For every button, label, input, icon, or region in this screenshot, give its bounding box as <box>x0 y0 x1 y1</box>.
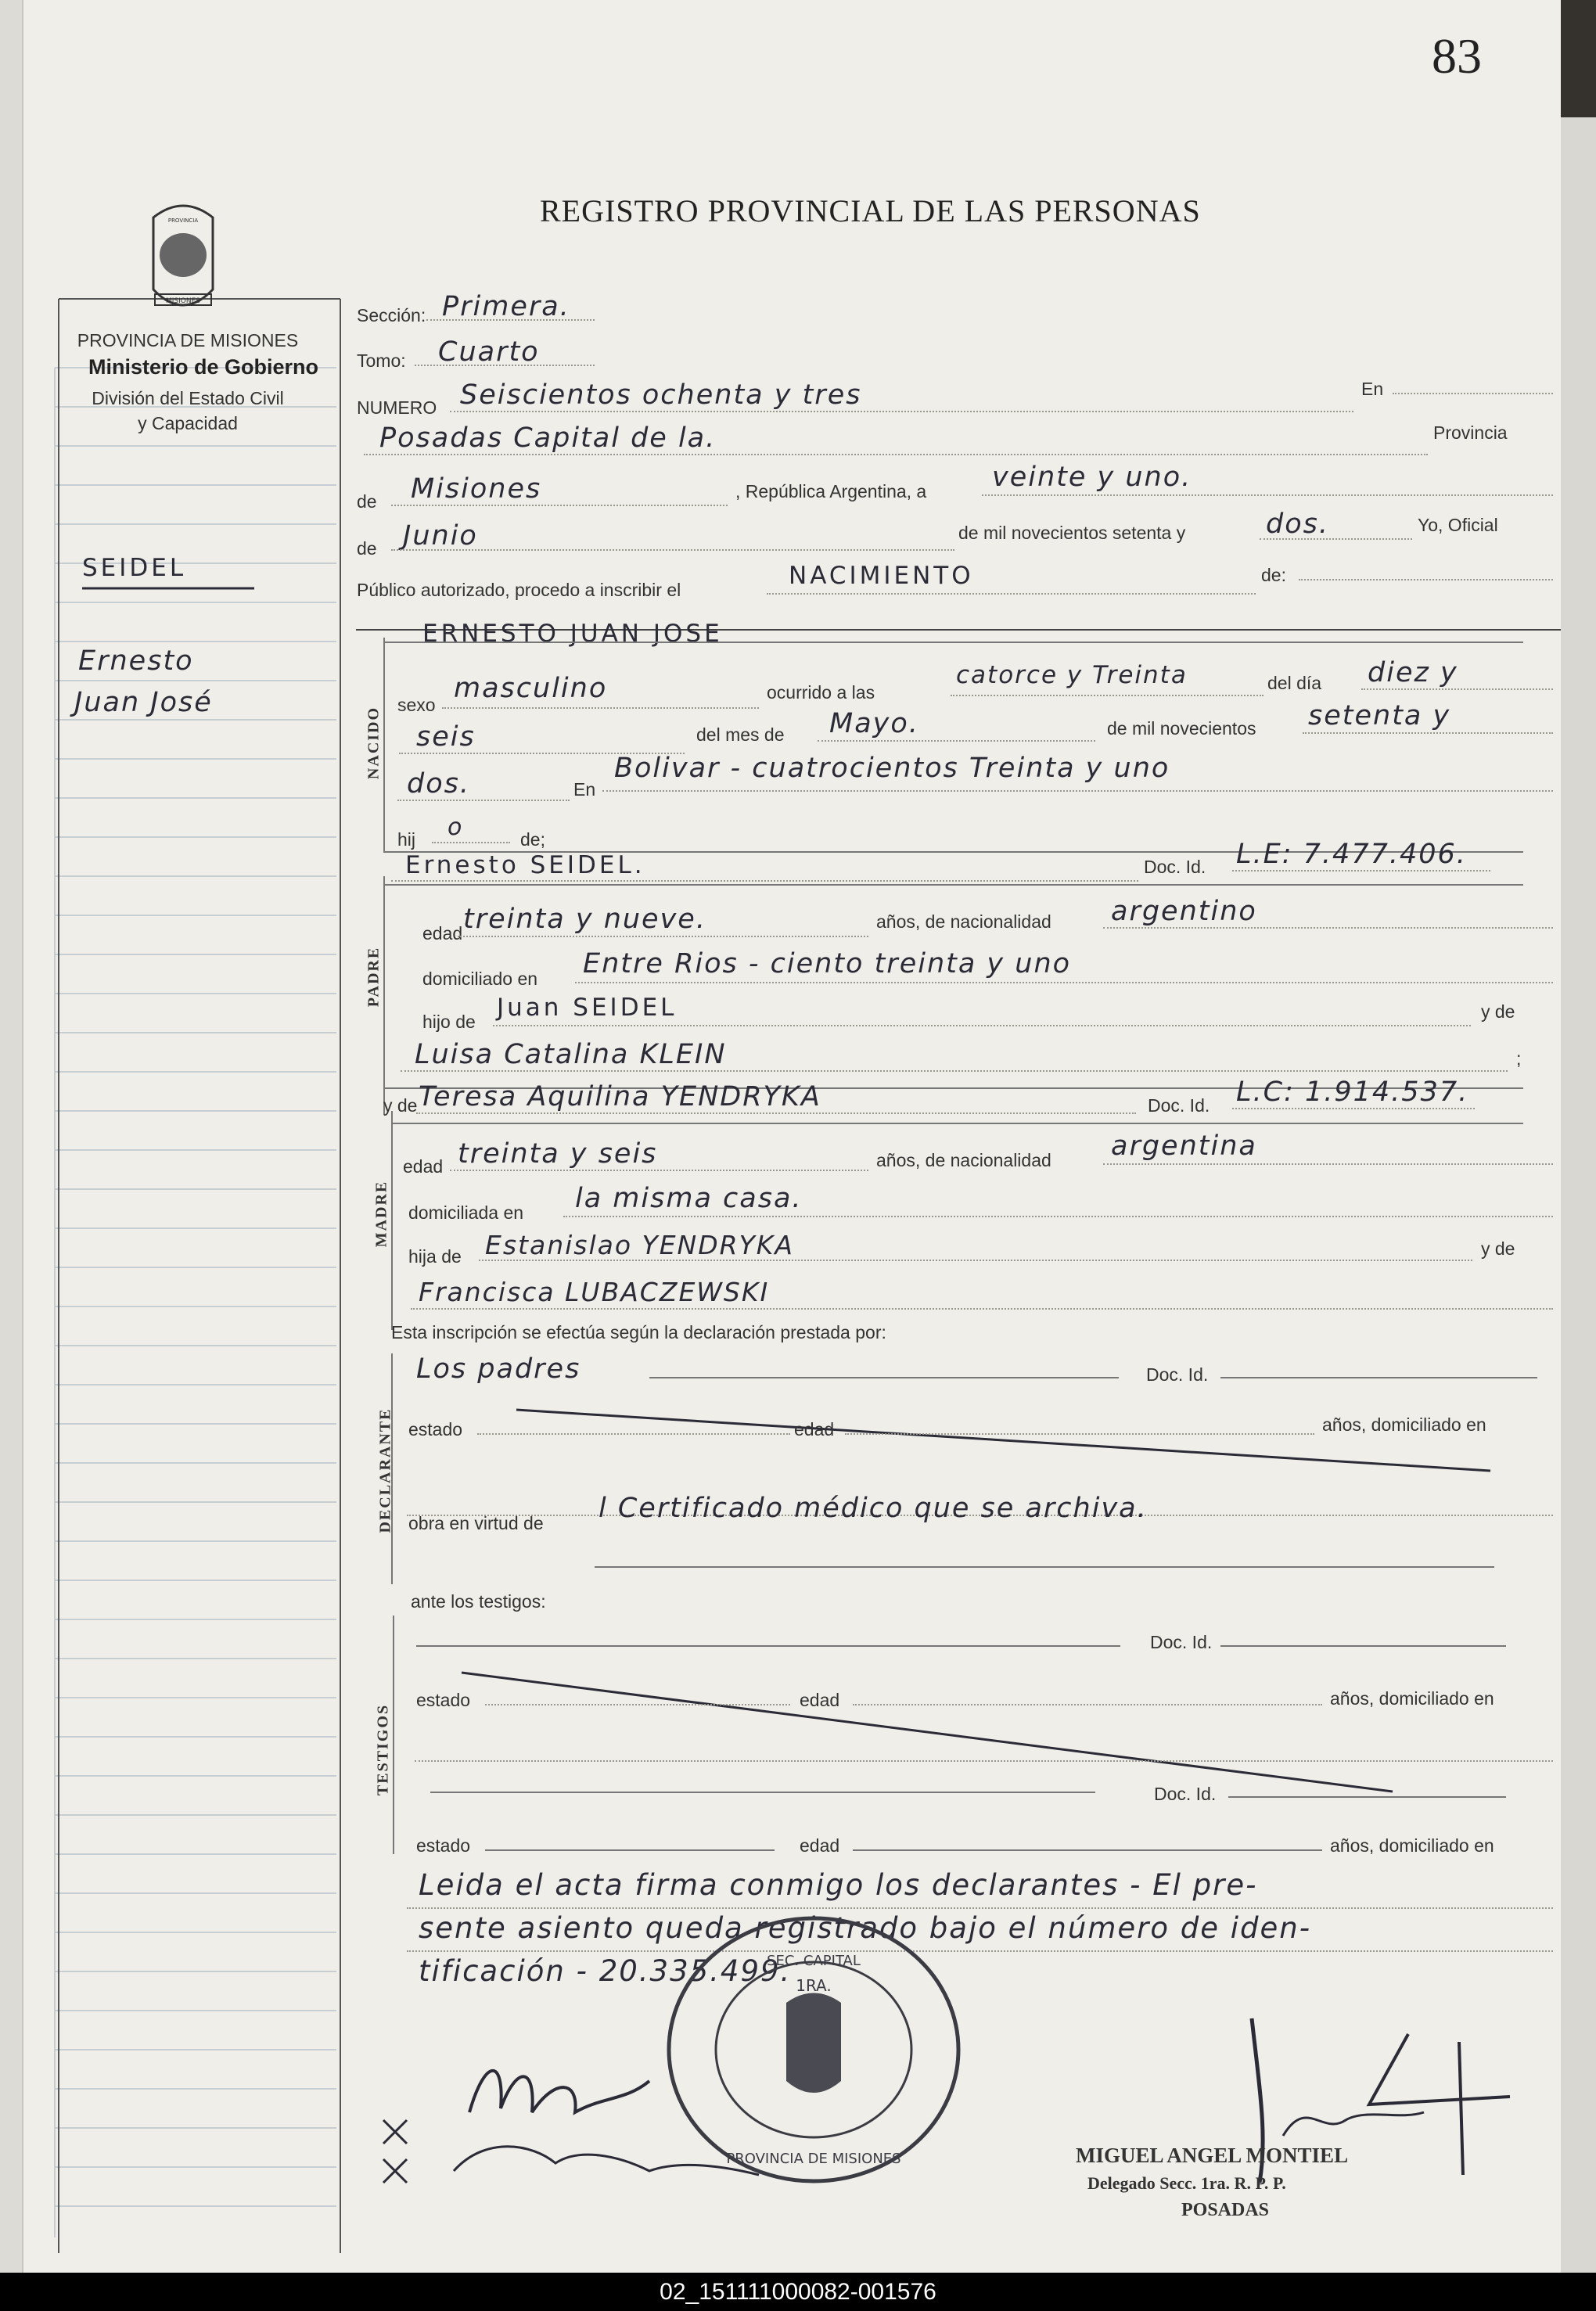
address-value: Bolivar - cuatrocientos Treinta y uno <box>614 753 1170 784</box>
hij-suffix: o <box>448 814 464 841</box>
father-name-value: Ernesto SEIDEL. <box>405 851 645 879</box>
obra-label: obra en virtud de <box>408 1513 544 1533</box>
section-madre: MADRE <box>372 1180 390 1248</box>
domiciliada-label: domiciliada en <box>408 1202 524 1223</box>
coat-of-arms-seal <box>139 194 227 325</box>
province-label: PROVINCIA DE MISIONES <box>77 330 299 350</box>
official-name: MIGUEL ANGEL MONTIEL <box>1076 2144 1349 2167</box>
mother-address-value: la misma casa. <box>575 1183 803 1214</box>
mother-nationality-value: argentina <box>1111 1130 1257 1162</box>
mother-father-value: Estanislao YENDRYKA <box>485 1230 794 1260</box>
oficial-label: Yo, Oficial <box>1418 515 1498 535</box>
page-number: 83 <box>1432 28 1482 84</box>
margin-given-name-1: Ernesto <box>78 645 194 677</box>
edad-label: edad <box>422 923 463 943</box>
mother-doc-value: L.C: 1.914.537. <box>1236 1076 1469 1108</box>
estado-label: estado <box>408 1419 463 1439</box>
de-semicolon-label: de; <box>520 829 545 850</box>
ocurrido-label: ocurrido a las <box>767 682 875 703</box>
nacionalidad-label: años, de nacionalidad <box>876 911 1051 932</box>
sexo-label: sexo <box>397 695 436 715</box>
child-name-value: ERNESTO JUAN JOSE <box>422 620 723 648</box>
declarant-value: Los padres <box>416 1353 581 1385</box>
province-value: Misiones <box>411 473 542 505</box>
de-label-2: de <box>357 538 377 559</box>
hija-de-label: hija de <box>408 1246 462 1267</box>
acta-type-value: NACIMIENTO <box>789 562 974 590</box>
stamp-text-1ra: 1RA. <box>796 1976 832 1995</box>
de-mil-label: de mil novecientos setenta y <box>958 523 1186 543</box>
official-location: POSADAS <box>1181 2200 1270 2220</box>
division-label: División del Estado Civil <box>92 388 284 408</box>
sex-value: masculino <box>454 673 608 704</box>
y-de-label-3: y de <box>1481 1238 1515 1259</box>
father-nationality-value: argentino <box>1111 896 1257 927</box>
anos-domiciliado-label-2: años, domiciliado en <box>1330 1688 1494 1709</box>
image-id-footer: 02_151111000082-001576 <box>0 2273 1596 2311</box>
day-value: veinte y uno. <box>992 462 1192 493</box>
anos-domiciliado-label: años, domiciliado en <box>1322 1414 1486 1435</box>
tomo-label: Tomo: <box>357 350 406 371</box>
doc-id-label-2: Doc. Id. <box>1148 1095 1210 1116</box>
month-value: Junio <box>403 520 478 552</box>
seccion-label: Sección: <box>357 305 426 325</box>
en-label-2: En <box>573 779 596 800</box>
birth-day-value-2: seis <box>416 721 476 753</box>
birth-month-value: Mayo. <box>829 708 919 739</box>
doc-id-label-5: Doc. Id. <box>1154 1784 1217 1804</box>
seal-text-provincia: PROVINCIA <box>167 217 199 224</box>
mother-age-value: treinta y seis <box>458 1138 658 1170</box>
father-doc-value: L.E: 7.477.406. <box>1236 839 1467 870</box>
birth-year-value: setenta y <box>1308 700 1451 731</box>
doc-id-label-3: Doc. Id. <box>1146 1364 1209 1385</box>
seal-text-misiones: MISIONES <box>165 297 201 305</box>
time-value: catorce y Treinta <box>956 661 1188 689</box>
father-address-value: Entre Rios - ciento treinta y uno <box>583 948 1072 979</box>
mother-name-value: Teresa Aquilina YENDRYKA <box>419 1081 821 1112</box>
closing-text-line3: tificación - 20.335.499. <box>419 1954 792 1988</box>
numero-label: NUMERO <box>357 397 437 418</box>
official-title: Delegado Secc. 1ra. R. P. P. <box>1087 2173 1286 2193</box>
de-mil-label-2: de mil novecientos <box>1107 718 1256 739</box>
father-mother-value: Luisa Catalina KLEIN <box>415 1039 727 1070</box>
estado-label-2: estado <box>416 1690 471 1710</box>
stamp-text-misiones: PROVINCIA DE MISIONES <box>726 2151 901 2167</box>
hijo-de-label: hijo de <box>422 1012 476 1032</box>
y-de-label-2: y de <box>383 1095 418 1116</box>
year-value: dos. <box>1266 509 1329 540</box>
declaracion-label: Esta inscripción se efectúa según la declaración prestada por: <box>391 1322 886 1342</box>
closing-text-line1: Leida el acta firma conmigo los declarantes - El pre- <box>419 1868 1258 1902</box>
mother-mother-value: Francisca LUBACZEWSKI <box>419 1277 770 1307</box>
en-label: En <box>1361 379 1384 399</box>
division-label-2: y Capacidad <box>138 413 238 433</box>
testigos-label: ante los testigos: <box>411 1591 546 1612</box>
dia-label: del día <box>1267 673 1322 693</box>
section-declarante: DECLARANTE <box>376 1407 394 1533</box>
edad-label-4: edad <box>800 1690 840 1710</box>
del-mes-label: del mes de <box>696 724 785 745</box>
anos-domiciliado-label-3: años, domiciliado en <box>1330 1835 1494 1856</box>
birth-year-value-2: dos. <box>407 768 470 800</box>
y-de-label: y de <box>1481 1001 1515 1022</box>
father-father-value: Juan SEIDEL <box>497 994 678 1022</box>
provincia-label: Provincia <box>1433 422 1508 443</box>
place-value: Posadas Capital de la. <box>379 422 717 454</box>
section-padre: PADRE <box>365 946 383 1008</box>
de-colon-label: de: <box>1261 565 1286 585</box>
section-testigos: TESTIGOS <box>374 1703 392 1796</box>
edad-label-3: edad <box>794 1419 835 1439</box>
stamp-text-capital: SEC. CAPITAL <box>767 1953 861 1969</box>
margin-given-name-2: Juan José <box>74 687 213 718</box>
closing-text-line2: sente asiento queda registrado bajo el número de iden- <box>419 1911 1312 1945</box>
seccion-value: Primera. <box>442 291 570 322</box>
de-label-1: de <box>357 491 377 512</box>
hij-label: hij <box>397 829 416 850</box>
doc-id-label: Doc. Id. <box>1144 857 1206 877</box>
nacionalidad-label-2: años, de nacionalidad <box>876 1150 1051 1170</box>
edad-label-5: edad <box>800 1835 840 1856</box>
edad-label-2: edad <box>403 1156 444 1177</box>
republica-label: , República Argentina, a <box>735 481 927 501</box>
semicolon-mark: ; <box>1516 1048 1522 1069</box>
ministry-label: Ministerio de Gobierno <box>88 355 319 379</box>
tomo-value: Cuarto <box>438 336 540 368</box>
publico-label: Público autorizado, procedo a inscribir el <box>357 580 681 600</box>
domiciliado-label: domiciliado en <box>422 969 538 989</box>
birth-day-value: diez y <box>1368 657 1458 688</box>
section-nacido: NACIDO <box>365 706 383 780</box>
numero-value: Seiscientos ochenta y tres <box>460 379 862 411</box>
father-age-value: treinta y nueve. <box>463 904 706 935</box>
estado-label-3: estado <box>416 1835 471 1856</box>
doc-id-label-4: Doc. Id. <box>1150 1632 1213 1652</box>
registry-title: REGISTRO PROVINCIAL DE LAS PERSONAS <box>540 193 1201 228</box>
signatures <box>368 2003 1541 2206</box>
margin-surname: SEIDEL <box>82 554 187 582</box>
certificate-value: l Certificado médico que se archiva. <box>598 1493 1148 1524</box>
